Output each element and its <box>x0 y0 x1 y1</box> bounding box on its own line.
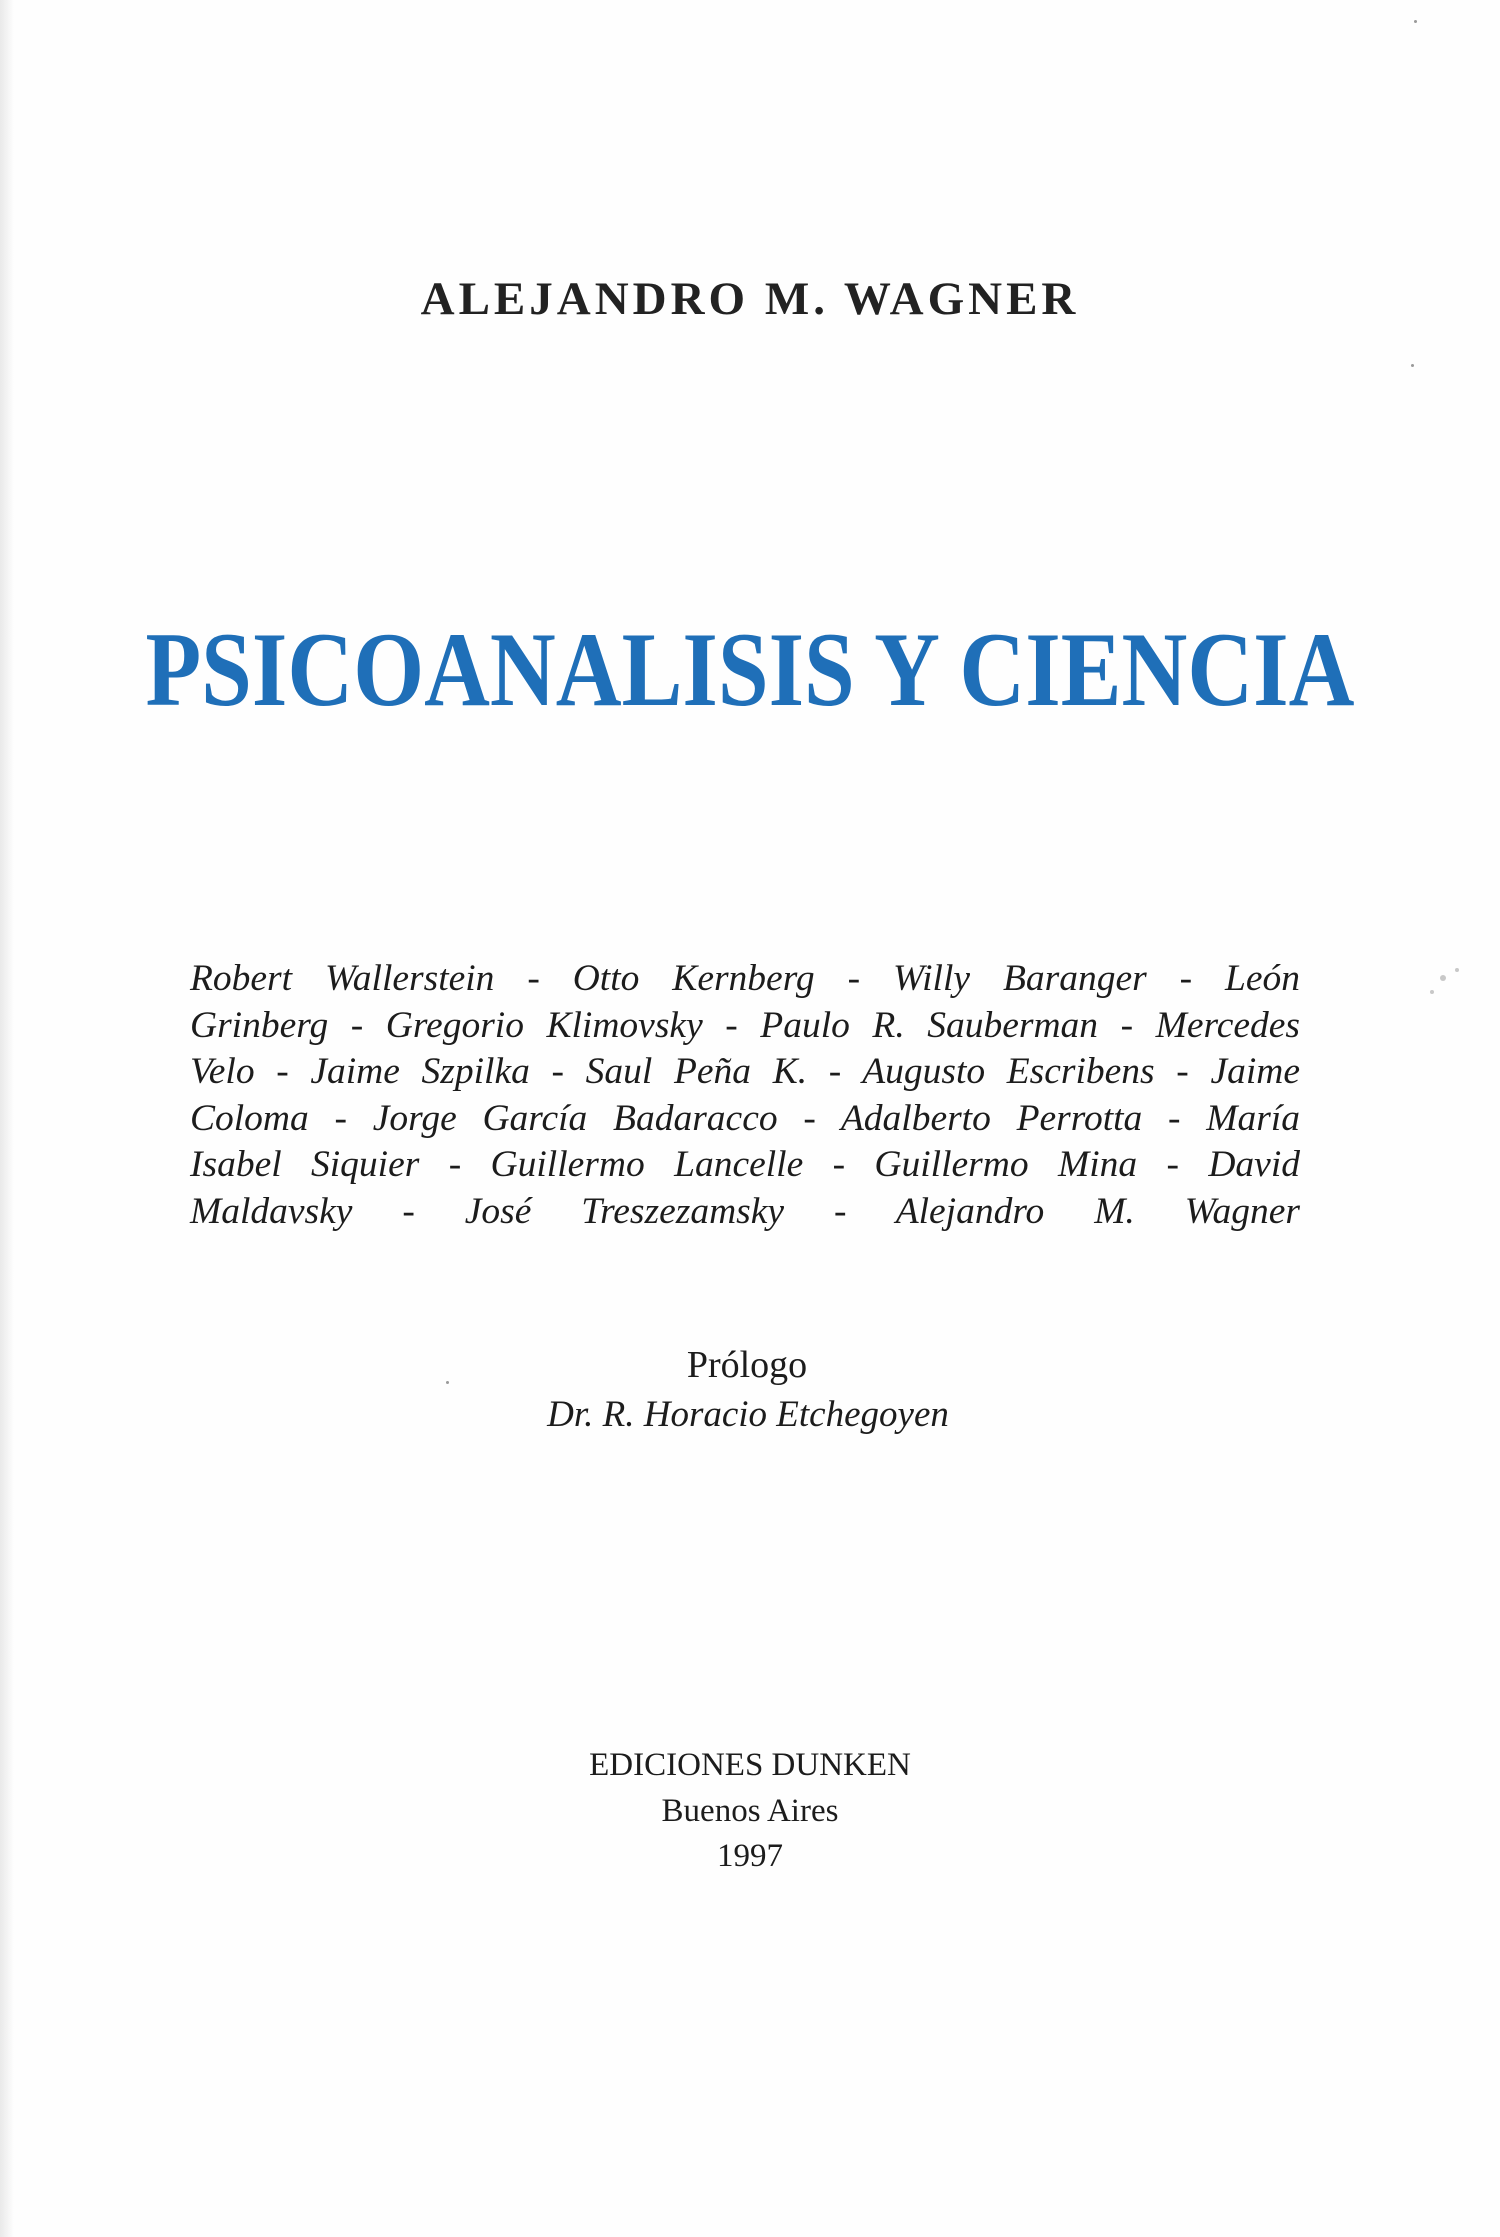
publication-year: 1997 <box>717 1838 783 1874</box>
contributors-line: Velo - Jaime Szpilka - Saul Peña K. - Augusto Escribens - Jaime <box>190 1051 1300 1092</box>
prologue-author: Dr. R. Horacio Etchegoyen <box>547 1394 949 1435</box>
contributors-line: Maldavsky - José Treszezamsky - Alejandro M. Wagner <box>190 1190 1300 1232</box>
contributors-line: Coloma - Jorge García Badaracco - Adalberto Perrotta - María <box>190 1097 1300 1139</box>
scan-speck <box>1411 364 1414 367</box>
scan-speck <box>1440 975 1446 981</box>
scan-speck <box>1455 968 1459 972</box>
scan-speck <box>446 1381 449 1384</box>
publisher-name: EDICIONES DUNKEN <box>589 1747 911 1783</box>
author-name: ALEJANDRO M. WAGNER <box>420 273 1080 325</box>
contributors-line: Isabel Siquier - Guillermo Lancelle - Guillermo Mina - David <box>190 1144 1300 1185</box>
publisher-city: Buenos Aires <box>661 1793 839 1829</box>
contributors-list <box>190 956 1300 1235</box>
scan-speck <box>1430 990 1434 994</box>
scan-speck <box>1414 20 1417 23</box>
contributors-line: Grinberg - Gregorio Klimovsky - Paulo R. Sauberman - Mercedes <box>190 1004 1300 1046</box>
contributors-line: Robert Wallerstein - Otto Kernberg - Willy Baranger - León <box>190 958 1300 999</box>
prologue-label: Prólogo <box>686 1344 808 1386</box>
book-title: PSICOANALISIS Y CIENCIA <box>145 611 1355 728</box>
